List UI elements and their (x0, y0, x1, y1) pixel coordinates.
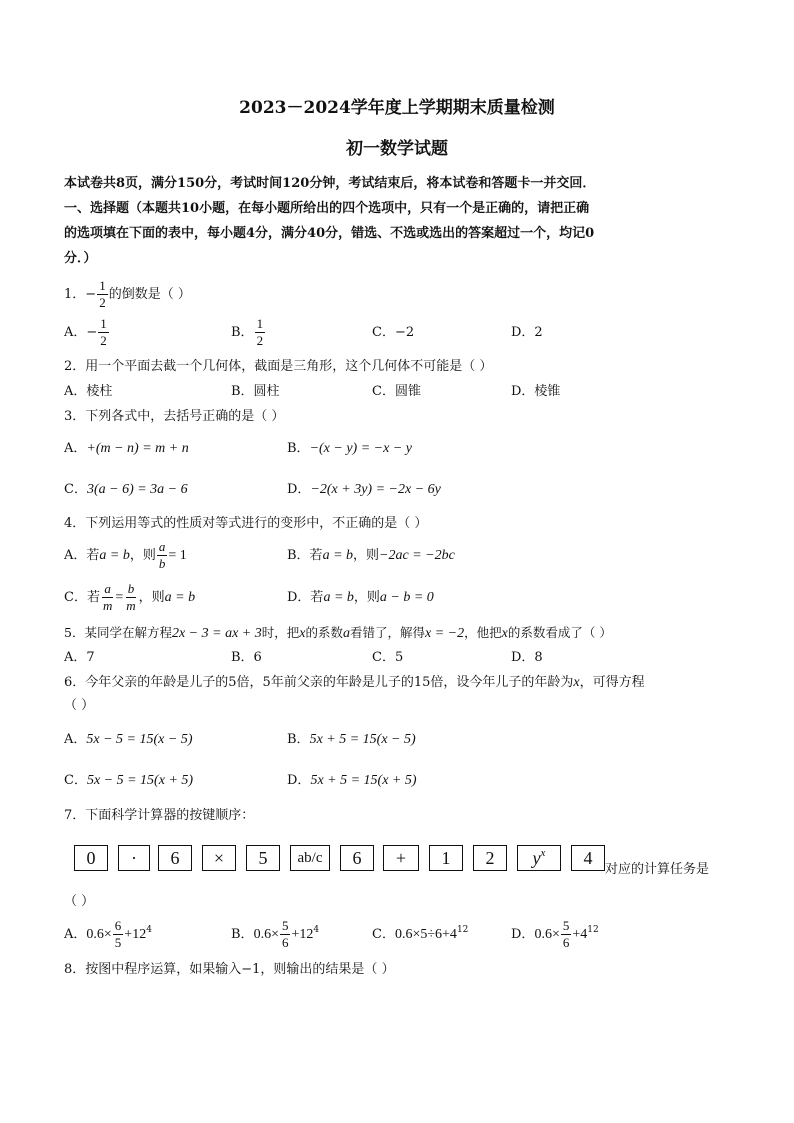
q6-option-d (287, 773, 417, 789)
q7-option-a (64, 918, 152, 952)
q4-b-res: −2ac = −2bc (379, 548, 455, 563)
q7-b-post: +12 (291, 927, 314, 942)
calc-key-plus: + (383, 845, 419, 871)
q3-option-c (64, 482, 188, 498)
q4-c-fraction-2 (124, 582, 137, 613)
q5-post: 的系数看成了（ ） (507, 625, 612, 640)
q5-pre: 5．某同学在解方程 (64, 625, 172, 640)
q2-option-b: B．圆柱 (231, 384, 280, 399)
q3-a-label: A． (64, 441, 87, 456)
q7-d-fraction (561, 919, 572, 950)
q5-option-d: D．8 (511, 650, 543, 665)
q6-x: x (573, 675, 580, 690)
q6-a-expr: 5x − 5 = 15(x − 5) (86, 732, 193, 747)
q4-c-f2num: b (127, 581, 135, 596)
calc-key-power-exp: x (540, 847, 546, 859)
calc-key-dot: · (118, 845, 150, 871)
q4-b-label: B．若 (287, 548, 323, 563)
q7-a-fraction (113, 919, 124, 950)
q1-frac-den: 2 (99, 295, 106, 310)
q4-a-label: A．若 (64, 548, 100, 563)
q4-c-f1num: a (104, 581, 111, 596)
q3-c-expr: 3(a − 6) = 3a − 6 (86, 482, 188, 497)
calc-key-multiply: × (202, 845, 236, 871)
q7-paren: （ ） (64, 894, 95, 909)
calc-key-1: 1 (429, 845, 463, 871)
q6-b-label: B． (287, 732, 310, 747)
q7-after: 对应的计算任务是 (605, 862, 710, 877)
q5-equation: 2x − 3 = ax + 3 (171, 626, 262, 641)
q2-option-d: D．棱锥 (511, 384, 561, 399)
q3-d-label: D． (287, 482, 311, 497)
calc-key-0: 0 (74, 845, 108, 871)
q1-option-c: C．−2 (372, 325, 415, 340)
q1-option-a (64, 316, 110, 350)
q5-mid3: 看错了，解得 (350, 625, 426, 640)
q3-b-label: B． (287, 441, 310, 456)
q7-c-exp: 12 (456, 925, 469, 935)
q1-b-num: 1 (256, 316, 264, 331)
q3-option-b (287, 441, 412, 457)
q1-sign: − (85, 287, 97, 302)
q1-a-sign: − (86, 325, 98, 340)
q5-a: a (343, 626, 350, 641)
question-6 (64, 675, 645, 691)
q6-d-label: D． (287, 773, 311, 788)
calc-key-6b: 6 (340, 845, 374, 871)
q4-option-b (287, 548, 455, 564)
q6-pre: 6．今年父亲的年龄是儿子的5倍，5年前父亲的年龄是儿子的15倍，设今年儿子的年龄为 (64, 675, 574, 690)
q5-mid2: 的系数 (305, 625, 343, 640)
q7-b-num: 5 (281, 918, 289, 933)
question-4: 4．下列运用等式的性质对等式进行的变形中，不正确的是（ ） (64, 516, 428, 531)
q4-c-f1den: m (102, 598, 113, 613)
q7-c-label: C． (372, 927, 395, 942)
q1-fraction (97, 279, 108, 310)
q1-b-fraction (255, 317, 266, 348)
q1-b-den: 2 (256, 333, 264, 348)
section1-line2: 的选项填在下面的表中，每小题4分，满分40分，错选、不选或选出的答案超过一个，均记0 (64, 226, 595, 241)
question-7: 7．下面科学计算器的按键顺序： (64, 808, 255, 823)
q7-b-fraction (280, 919, 291, 950)
q1-text: 的倒数是（ ） (108, 287, 191, 302)
q6-c-expr: 5x − 5 = 15(x + 5) (86, 773, 194, 788)
q6-option-a (64, 732, 192, 748)
q3-d-expr: −2(x + 3y) = −2x − 6y (310, 482, 441, 497)
q2-option-a: A．棱柱 (64, 384, 113, 399)
q4-c-eq: = (115, 590, 124, 605)
q1-b-label: B． (231, 325, 254, 340)
q6-option-c (64, 773, 193, 789)
q4-a-fden: b (158, 556, 166, 571)
q5-x1: x (299, 626, 306, 641)
q5-mid1: 时，把 (261, 625, 300, 640)
q1-a-den: 2 (100, 333, 107, 348)
page-title: 2023－2024学年度上学期期末质量检测 (239, 98, 555, 118)
q4-d-mid: ，则 (353, 590, 380, 605)
q4-b-mid: ，则 (353, 548, 380, 563)
q4-d-cond: a = b (323, 590, 354, 605)
q1-a-num: 1 (100, 316, 107, 331)
q6-b-expr: 5x + 5 = 15(x − 5) (309, 732, 416, 747)
q2-option-c: C．圆锥 (372, 384, 421, 399)
q4-a-fnum: a (158, 539, 166, 554)
q4-d-label: D．若 (287, 590, 324, 605)
calc-key-fraction: ab/c (290, 845, 330, 871)
q7-b-den: 6 (281, 935, 289, 950)
q4-c-res: a = b (164, 590, 196, 605)
q4-a-fraction (157, 540, 168, 571)
q3-option-a (64, 441, 189, 457)
q5-option-b: B．6 (231, 650, 262, 665)
q7-b-pre: 0.6× (253, 927, 279, 942)
q4-c-label: C．若 (64, 590, 100, 605)
q1-option-b (231, 316, 266, 350)
q7-b-label: B． (231, 927, 254, 942)
q4-option-d (287, 590, 434, 606)
q3-c-label: C． (64, 482, 87, 497)
q7-option-d (511, 918, 599, 952)
q7-a-num: 6 (114, 918, 122, 933)
calc-key-power-base: y (532, 848, 541, 868)
q4-d-res: a − b = 0 (379, 590, 434, 605)
calc-key-6: 6 (158, 845, 192, 871)
q7-d-den: 6 (562, 935, 570, 950)
question-3: 3．下列各式中，去括号正确的是（ ） (64, 409, 285, 424)
question-2: 2．用一个平面去截一个几何体，截面是三角形，这个几何体不可能是（ ） (64, 359, 493, 374)
calc-key-2: 2 (473, 845, 507, 871)
page-subtitle: 初一数学试题 (346, 139, 448, 159)
q3-b-expr: −(x − y) = −x − y (309, 441, 412, 456)
q5-solution: x = −2 (425, 626, 465, 641)
q7-c-expr: 0.6×5÷6+4 (394, 927, 457, 942)
q4-a-mid: ，则 (129, 548, 156, 563)
q6-d-expr: 5x + 5 = 15(x + 5) (310, 773, 417, 788)
exam-intro: 本试卷共8页，满分150分，考试时间120分钟，考试结束后，将本试卷和答题卡一并交回． (64, 176, 596, 191)
q5-x2: x (501, 626, 508, 641)
q4-c-f2den: m (126, 598, 136, 613)
q7-d-num: 5 (562, 918, 570, 933)
calc-key-5: 5 (246, 845, 280, 871)
q7-option-b (231, 918, 319, 952)
q6-paren: （ ） (64, 698, 95, 713)
q7-d-pre: 0.6× (534, 927, 560, 942)
q1-a-fraction (98, 317, 109, 348)
q6-option-b (287, 732, 416, 748)
q4-option-a (64, 539, 187, 573)
q1-option-d: D．2 (511, 325, 543, 340)
q4-option-c (64, 581, 195, 615)
q7-option-c (372, 927, 468, 943)
q1-frac-num: 1 (99, 278, 106, 293)
q4-c-mid: ，则 (138, 590, 165, 605)
q7-a-label: A． (64, 927, 87, 942)
q4-b-cond: a = b (322, 548, 354, 563)
q5-option-a: A．7 (64, 650, 95, 665)
question-5 (64, 625, 612, 642)
q7-a-exp: 4 (146, 925, 152, 935)
q5-mid4: ，他把 (464, 625, 502, 640)
q5-option-c: C．5 (372, 650, 404, 665)
calc-key-4: 4 (571, 845, 605, 871)
q7-d-label: D． (511, 927, 535, 942)
calc-key-power (517, 845, 561, 871)
q3-a-expr: +(m − n) = m + n (86, 441, 189, 456)
question-8: 8．按图中程序运算，如果输入−1，则输出的结果是（ ） (64, 962, 395, 977)
section1-line1: 一、选择题（本题共10小题，在每小题所给出的四个选项中，只有一个是正确的，请把正确 (64, 201, 590, 216)
q4-a-eq: = 1 (168, 548, 187, 563)
q6-c-label: C． (64, 773, 87, 788)
q6-a-label: A． (64, 732, 87, 747)
q1-number: 1． (64, 287, 86, 302)
q1-a-label: A． (64, 325, 87, 340)
q7-a-pre: 0.6× (86, 927, 112, 942)
q7-a-post: +12 (124, 927, 147, 942)
q3-option-d (287, 482, 441, 498)
section1-line3: 分．） (64, 251, 97, 266)
q4-c-fraction-1 (101, 582, 114, 613)
q4-a-cond: a = b (99, 548, 130, 563)
q7-d-post: +4 (572, 927, 588, 942)
q6-post: ，可得方程 (579, 675, 645, 690)
q7-b-exp: 4 (313, 925, 320, 935)
q7-d-exp: 12 (587, 925, 599, 935)
question-1 (64, 278, 191, 312)
q7-a-den: 5 (114, 935, 122, 950)
